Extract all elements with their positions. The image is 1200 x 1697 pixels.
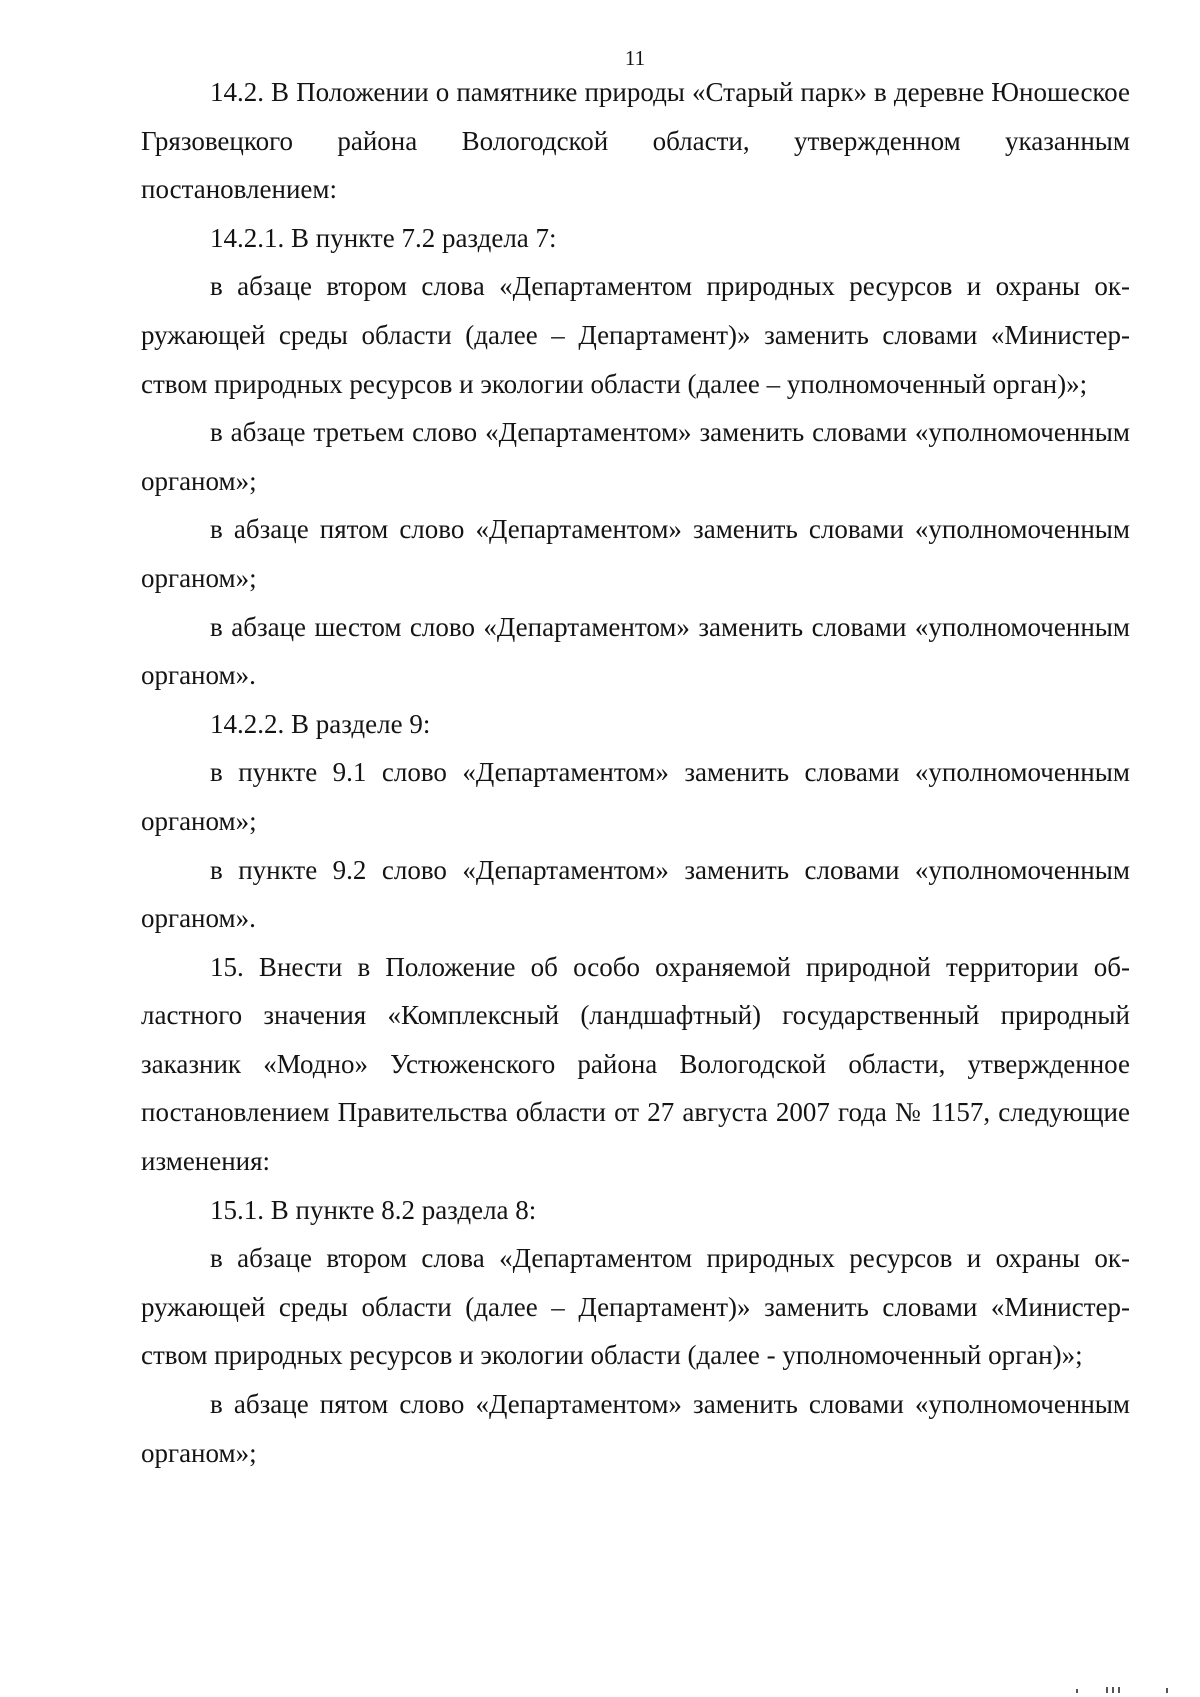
paragraph-amend-point-9-1: в пункте 9.1 слово «Департаментом» заменить словами «уполномоченным органом»; <box>141 757 1130 836</box>
paragraph-amend-second-abzac-2: в абзаце втором слова «Департаментом природных ресурсов и охраны окружающей среды области (далее – Департамент)» заменить словами «Министерством природных ресурсов и экологии области (далее - уполномоченный орган)»; <box>141 1243 1130 1371</box>
document-body <box>141 68 1130 1477</box>
paragraph-amend-second-abzac: в абзаце втором слова «Департаментом природных ресурсов и охраны окружающей среды области (далее – Департамент)» заменить словами «Министерством природных ресурсов и экологии области (далее – уполномоченный орган)»; <box>141 271 1130 399</box>
paragraph-14-2-2: 14.2.2. В разделе 9: <box>210 708 431 739</box>
scan-artifact <box>1066 1685 1186 1693</box>
paragraph-14-2: 14.2. В Положении о памятнике природы «Старый парк» в деревне Юношеское Грязовецкого района Вологодской области, утвержденном указанным постановлением: <box>141 77 1130 205</box>
paragraph-amend-fifth-abzac: в абзаце пятом слово «Департаментом» заменить словами «уполномоченным органом»; <box>141 514 1130 593</box>
page-number: 11 <box>624 46 646 70</box>
paragraph-15: 15. Внести в Положение об особо охраняемой природной территории областного значения «Комплексный (ландшафтный) государственный природный заказник «Модно» Устюженского района Вологодской области, утвержденное постановлением Правительства области от 27 августа 2007 года № 1157, следующие изменения: <box>141 951 1130 1177</box>
paragraph-14-2-1: 14.2.1. В пункте 7.2 раздела 7: <box>210 222 557 253</box>
paragraph-amend-fifth-abzac-2: в абзаце пятом слово «Департаментом» заменить словами «уполномоченным органом»; <box>141 1389 1130 1468</box>
paragraph-amend-third-abzac: в абзаце третьем слово «Департаментом» заменить словами «уполномоченным органом»; <box>141 417 1130 496</box>
paragraph-15-1: 15.1. В пункте 8.2 раздела 8: <box>210 1194 537 1225</box>
paragraph-amend-point-9-2: в пункте 9.2 слово «Департаментом» заменить словами «уполномоченным органом». <box>141 854 1130 934</box>
paragraph-amend-sixth-abzac: в абзаце шестом слово «Департаментом» заменить словами «уполномоченным органом». <box>141 611 1130 691</box>
